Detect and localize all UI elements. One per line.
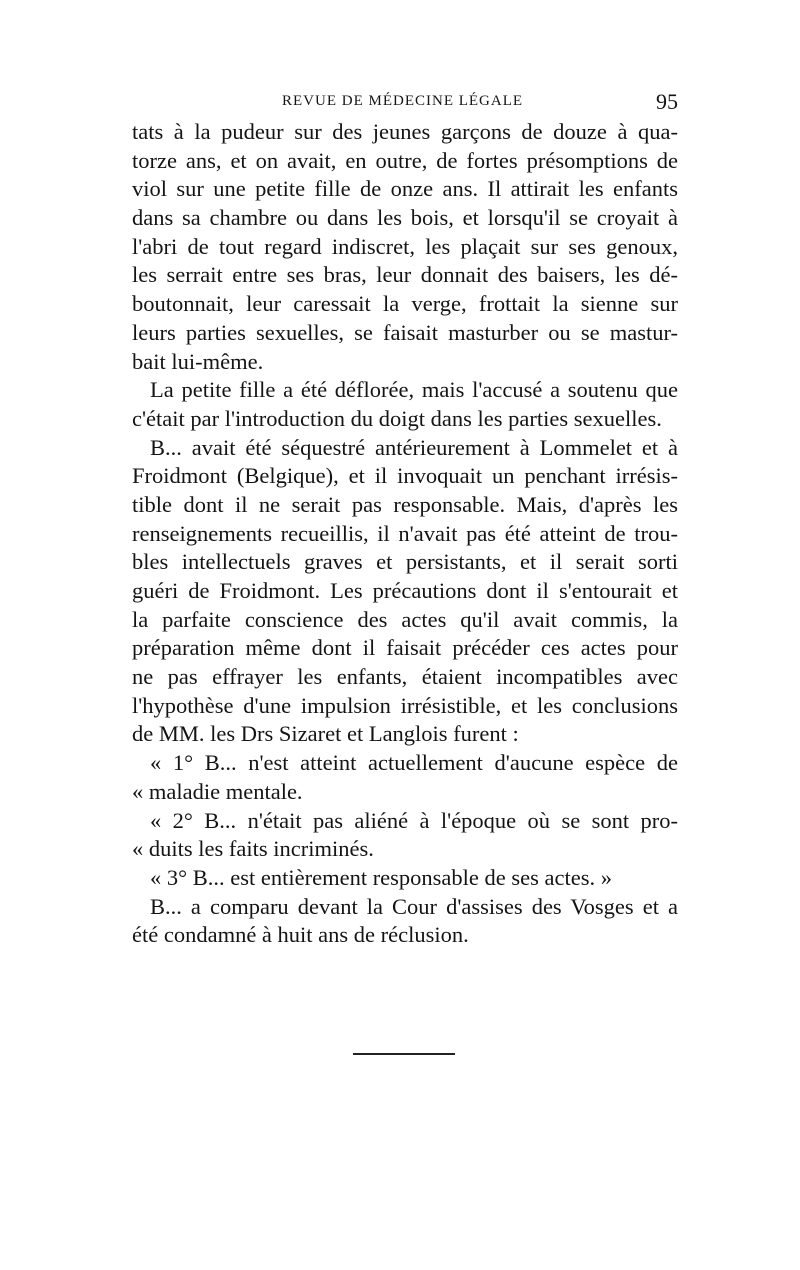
text-line: « 3° B... est entièrement responsable de ses actes. » <box>150 864 612 890</box>
text-line: torze ans, et on avait, en outre, de fortes présomptions de <box>132 147 678 173</box>
page-header <box>132 89 678 117</box>
page-number: 95 <box>656 89 678 114</box>
text-line: ne pas effrayer les enfants, étaient incompatibles avec <box>132 664 678 690</box>
text-line: renseignements recueillis, il n'avait pas été atteint de trou- <box>132 520 678 546</box>
text-line: Froidmont (Belgique), et il invoquait un penchant irrésis- <box>132 463 678 489</box>
text-line: tible dont il ne serait pas responsable. Mais, d'après les <box>132 491 678 517</box>
text-line: de MM. les Drs Sizaret et Langlois furent : <box>132 721 519 747</box>
text-line: dans sa chambre ou dans les bois, et lorsqu'il se croyait à <box>132 205 678 231</box>
body-text <box>132 118 678 950</box>
text-line: B... a comparu devant la Cour d'assises des Vosges et a <box>150 893 678 919</box>
text-line: été condamné à huit ans de réclusion. <box>132 922 469 948</box>
text-line: La petite fille a été déflorée, mais l'accusé a soutenu que <box>150 377 678 403</box>
text-line: boutonnait, leur caressait la verge, frottait la sienne sur <box>132 291 678 317</box>
text-line: viol sur une petite fille de onze ans. Il attirait les enfants <box>132 176 678 202</box>
text-line: « 1° B... n'est atteint actuellement d'aucune espèce de <box>150 750 678 776</box>
text-line: « maladie mentale. <box>132 778 303 804</box>
text-line: les serrait entre ses bras, leur donnait des baisers, les dé- <box>132 262 678 288</box>
text-line: l'hypothèse d'une impulsion irrésistible, et les conclusions <box>132 692 678 718</box>
text-line: préparation même dont il faisait précéder ces actes pour <box>132 635 678 661</box>
text-line: « duits les faits incriminés. <box>132 836 374 862</box>
text-line: guéri de Froidmont. Les précautions dont il s'entourait et <box>132 578 678 603</box>
text-line: bait lui-même. <box>132 348 264 374</box>
text-line: tats à la pudeur sur des jeunes garçons de douze à qua- <box>132 119 678 144</box>
text-line: bles intellectuels graves et persistants, et il serait sorti <box>132 549 678 575</box>
section-divider-rule <box>353 1053 455 1055</box>
text-line: B... avait été séquestré antérieurement à Lommelet et à <box>150 434 678 460</box>
running-head: REVUE DE MÉDECINE LÉGALE <box>282 93 524 109</box>
text-line: « 2° B... n'était pas aliéné à l'époque où se sont pro- <box>150 807 678 833</box>
text-line: c'était par l'introduction du doigt dans les parties sexuelles. <box>132 405 662 431</box>
text-line: la parfaite conscience des actes qu'il avait commis, la <box>132 606 678 632</box>
text-line: leurs parties sexuelles, se faisait masturber ou se mastur- <box>132 319 678 345</box>
text-line: l'abri de tout regard indiscret, les plaçait sur ses genoux, <box>132 233 678 259</box>
